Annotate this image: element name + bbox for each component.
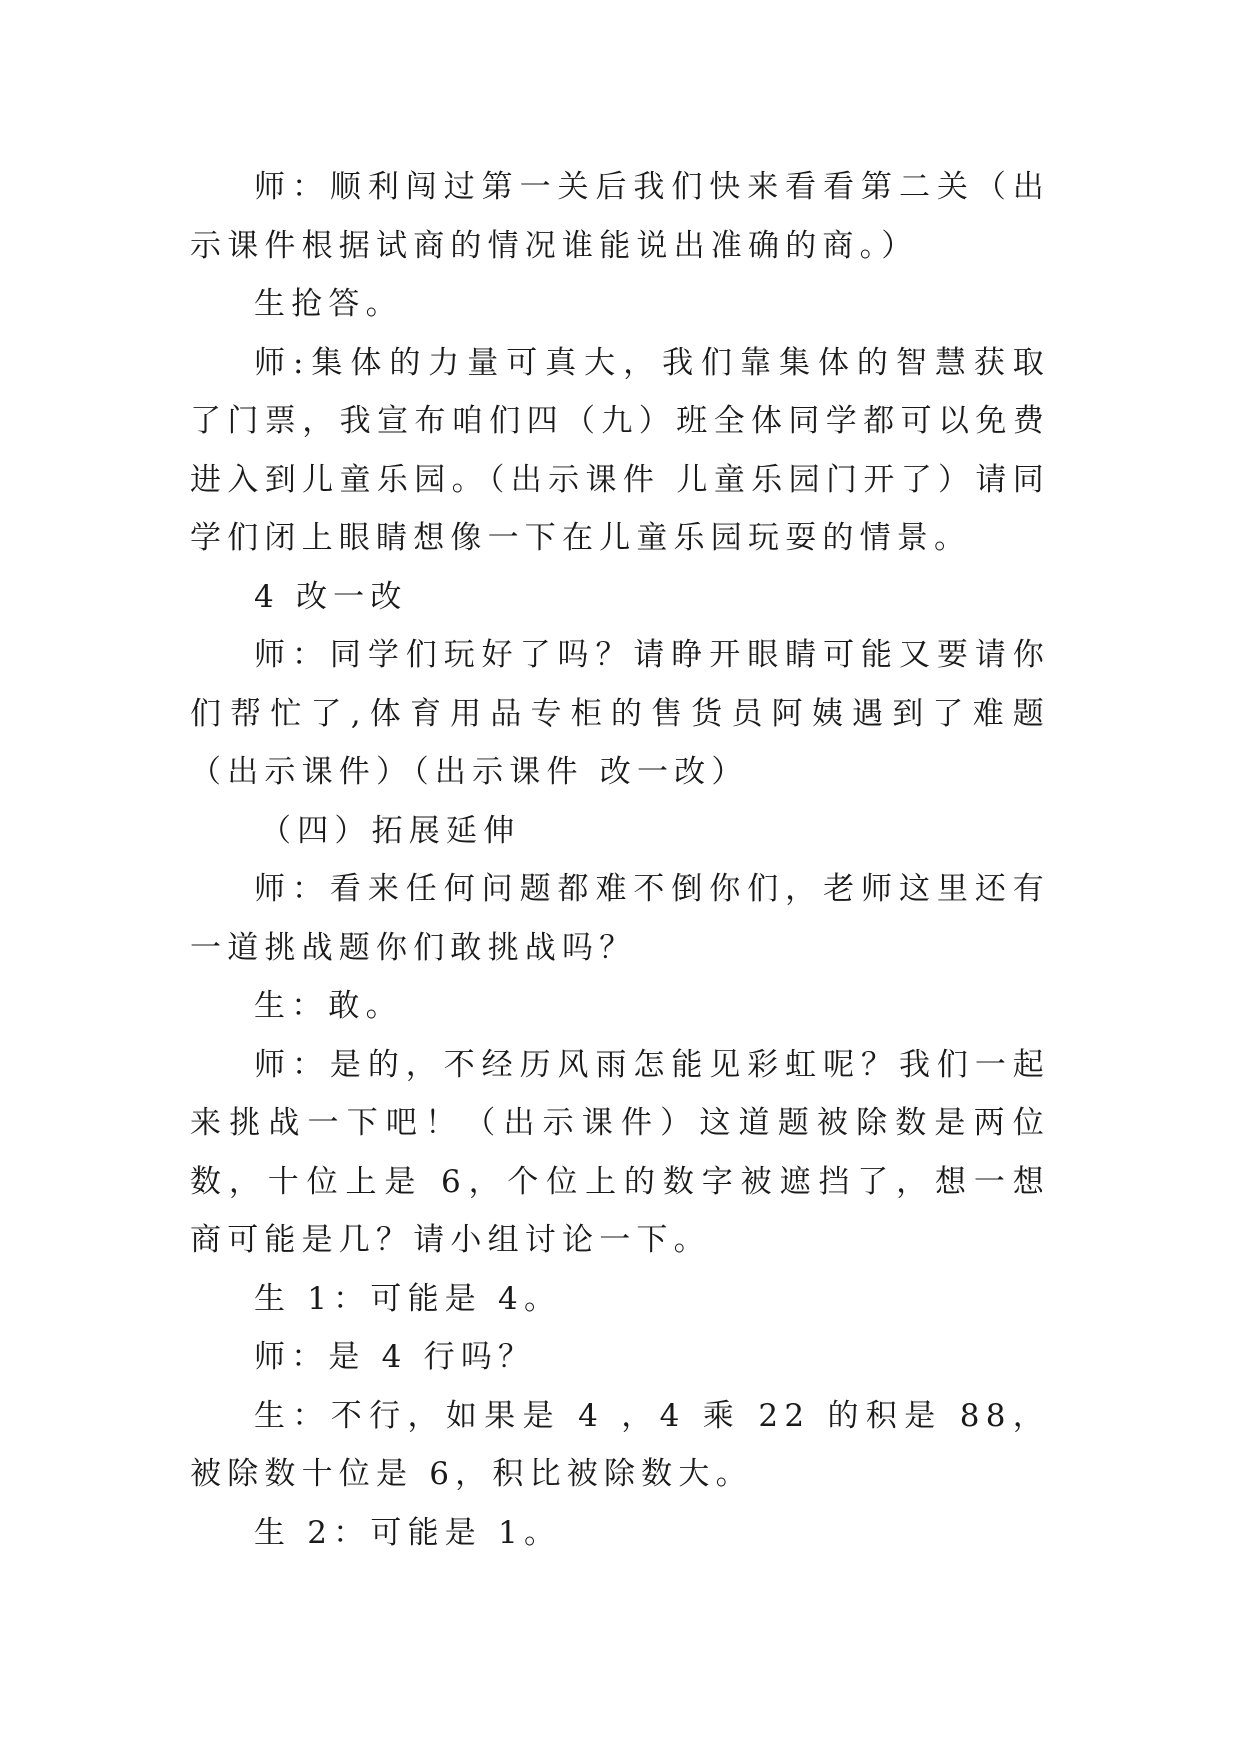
paragraph: 师：顺利闯过第一关后我们快来看看第二关（出示课件根据试商的情况谁能说出准确的商。） — [190, 169, 1050, 264]
section-heading: （四）拓展延伸 — [260, 812, 521, 849]
paragraph: 生抢答。 — [254, 286, 403, 322]
paragraph: 生 1：可能是 4。 — [254, 1280, 562, 1317]
paragraph: 师：是的，不经历风雨怎能见彩虹呢？我们一起来挑战一下吧！（出示课件）这道题被除数是两位数，十位上是 6，个位上的数字被遮挡了，想一想商可能是几？请小组讨论一下。 — [190, 1046, 1050, 1258]
paragraph: 生：不行，如果是 4 ，4 乘 22 的积是 88，被除数十位是 6，积比被除数大。 — [190, 1397, 1050, 1492]
paragraph: 师：是 4 行吗？ — [254, 1339, 536, 1375]
paragraph: 师：同学们玩好了吗？请睁开眼睛可能又要请你们帮忙了,体育用品专柜的售货员阿姨遇到了难题（出示课件）（出示课件 改一改） — [190, 637, 1050, 790]
paragraph: 师：看来任何问题都难不倒你们，老师这里还有一道挑战题你们敢挑战吗？ — [190, 871, 1050, 966]
paragraph: 生：敢。 — [254, 988, 403, 1024]
section-heading: 4 改一改 — [254, 578, 408, 615]
paragraph: 师:集体的力量可真大，我们靠集体的智慧获取了门票，我宣布咱们四（九）班全体同学都可以免费进入到儿童乐园。（出示课件 儿童乐园门开了）请同学们闭上眼睛想像一下在儿童乐园玩耍的情景。 — [190, 344, 1050, 556]
paragraph: 生 2：可能是 1。 — [254, 1514, 562, 1551]
document-body — [190, 158, 1050, 1562]
